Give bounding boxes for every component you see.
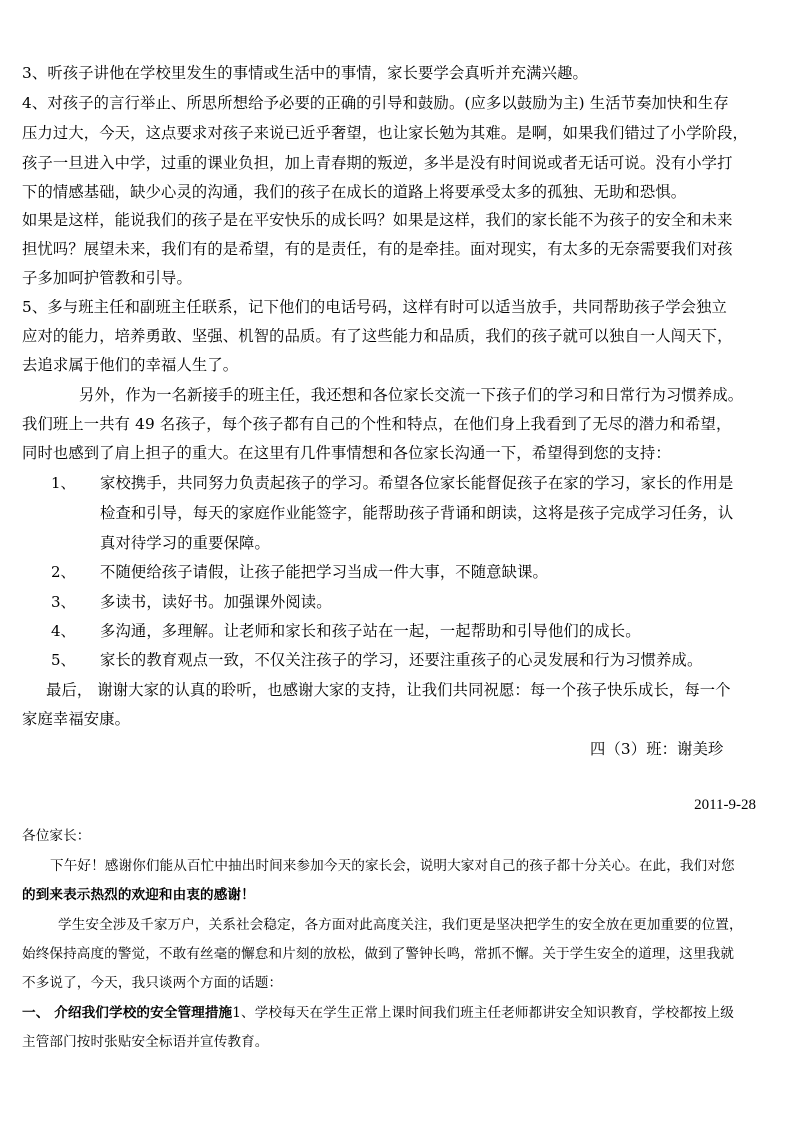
paragraph-4b-line: 子多加呵护管教和引导。	[22, 269, 192, 287]
list-number: 2、	[51, 563, 76, 581]
list-item-line: 家校携手，共同努力负责起孩子的学习。希望各位家长能督促孩子在家的学习，家长的作用是	[100, 474, 734, 492]
list-number: 4、	[51, 622, 76, 640]
intro-line: 同时也感到了肩上担子的重大。在这里有几件事情想和各位家长沟通一下，希望得到您的支持：	[22, 444, 671, 462]
letter-date: 2011-9-28	[694, 797, 756, 813]
intro-line: 我们班上一共有 49 名孩子，每个孩子都有自己的个性和特点，在他们身上我看到了无尽的潜力和希望，	[22, 415, 732, 433]
paragraph-5-line: 去追求属于他们的幸福人生了。	[22, 356, 239, 374]
section-heading-line	[22, 1003, 734, 1023]
welcome-line: 的到来表示热烈的欢迎和由衷的感谢！	[22, 887, 255, 903]
section-heading: 一、 介绍我们学校的安全管理措施	[22, 1005, 233, 1021]
list-number: 1、	[51, 474, 76, 492]
paragraph-5-line: 应对的能力，培养勇敢、坚强、机智的品质。有了这些能力和品质，我们的孩子就可以独自一人闯天下，	[22, 327, 733, 345]
list-item-line: 检查和引导，每天的家庭作业能签字，能帮助孩子背诵和朗读，这将是孩子完成学习任务，认	[100, 504, 734, 522]
list-item-line: 真对待学习的重要保障。	[100, 534, 270, 552]
list-item-line: 多沟通，多理解。让老师和家长和孩子站在一起，一起帮助和引导他们的成长。	[100, 622, 641, 640]
paragraph-4-line: 孩子一旦进入中学，过重的课业负担，加上青春期的叛逆，多半是没有时间说或者无话可说。没有小学打	[22, 154, 733, 172]
list-number: 3、	[51, 593, 76, 611]
list-number: 5、	[51, 651, 76, 669]
paragraph-4-line: 下的情感基础，缺少心灵的沟通，我们的孩子在成长的道路上将要承受太多的孤独、无助和恐惧。	[22, 183, 687, 201]
intro-line: 另外，作为一名新接手的班主任，我还想和各位家长交流一下孩子们的学习和日常行为习惯养成。	[79, 386, 744, 404]
last-line: 主管部门按时张贴安全标语并宣传教育。	[22, 1034, 269, 1050]
safety-line: 不多说了，今天，我只谈两个方面的话题：	[22, 975, 283, 991]
greeting: 各位家长：	[22, 828, 91, 844]
list-item-line: 多读书，读好书。加强课外阅读。	[100, 593, 332, 611]
closing-line: 家庭幸福安康。	[22, 710, 131, 728]
paragraph-4-line: 压力过大，今天，这点要求对孩子来说已近乎奢望，也让家长勉为其难。是啊，如果我们错过了小学阶段，	[22, 124, 749, 142]
safety-line: 始终保持高度的警觉，不敢有丝毫的懈怠和片刻的放松，做到了警钟长鸣，常抓不懈。关于学生安全的道理，这里我就	[22, 946, 735, 962]
safety-line: 学生安全涉及千家万户，关系社会稳定，各方面对此高度关注，我们更是坚决把学生的安全放在更加重要的位置，	[58, 917, 743, 933]
paragraph-4b-line: 如果是这样，能说我们的孩子是在平安快乐的成长吗？如果是这样，我们的家长能不为孩子的安全和未来	[22, 211, 733, 229]
paragraph-4-line: 4、对孩子的言行举止、所思所想给予必要的正确的引导和鼓励。(应多以鼓励为主) 生活节奏加快和生存	[22, 94, 729, 112]
paragraph-5-line: 5、多与班主任和副班主任联系，记下他们的电话号码，这样有时可以适当放手，共同帮助孩子学会独立	[22, 298, 727, 316]
paragraph-3: 3、听孩子讲他在学校里发生的事情或生活中的事情，家长要学会真听并充满兴趣。	[22, 64, 588, 82]
list-item-line: 家长的教育观点一致，不仅关注孩子的学习，还要注重孩子的心灵发展和行为习惯养成。	[100, 651, 703, 669]
section-heading-continuation: 1、学校每天在学生正常上课时间我们班主任老师都讲安全知识教育，学校都按上级	[232, 1005, 734, 1021]
closing-line: 最后， 谢谢大家的认真的聆听，也感谢大家的支持，让我们共同祝愿：每一个孩子快乐成长，每一个	[46, 681, 731, 699]
paragraph-4b-line: 担忧吗？展望未来，我们有的是希望，有的是责任，有的是牵挂。面对现实，有太多的无奈需要我们对孩	[22, 240, 733, 258]
welcome-line: 下午好！感谢你们能从百忙中抽出时间来参加今天的家长会，说明大家对自己的孩子都十分关心。在此，我们对您	[50, 858, 735, 874]
list-item-line: 不随便给孩子请假，让孩子能把学习当成一件大事，不随意缺课。	[100, 563, 548, 581]
signature: 四（3）班：谢美珍	[590, 740, 724, 758]
